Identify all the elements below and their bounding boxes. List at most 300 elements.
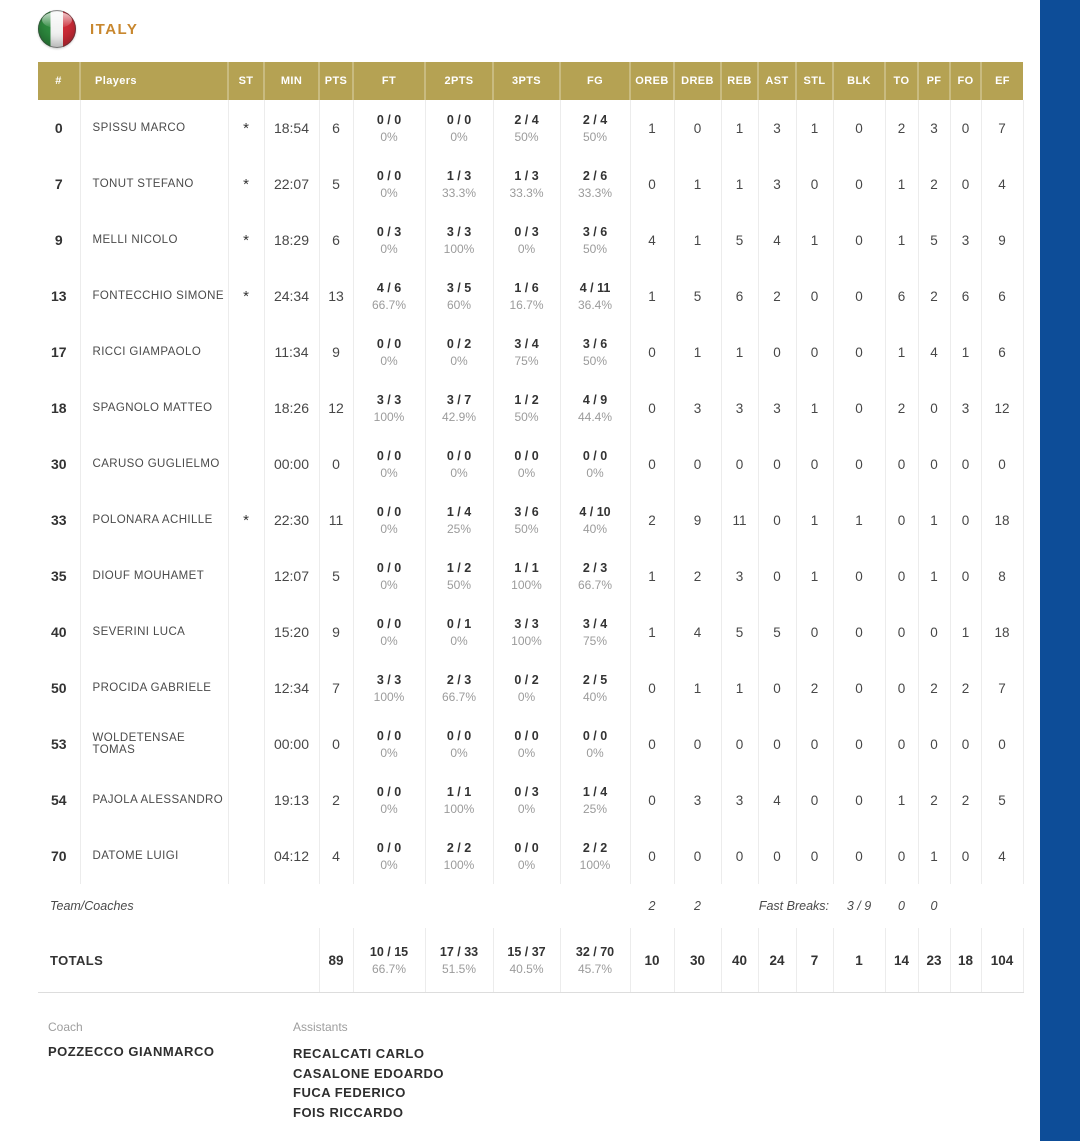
totals-oreb: 10 bbox=[630, 928, 674, 993]
col-header-players: Players bbox=[80, 62, 228, 100]
oreb-value: 0 bbox=[630, 436, 674, 492]
minutes-value: 15:20 bbox=[264, 604, 319, 660]
to-value: 0 bbox=[885, 716, 918, 772]
dreb-value: 1 bbox=[674, 212, 721, 268]
minutes-value: 19:13 bbox=[264, 772, 319, 828]
ef-value: 4 bbox=[981, 828, 1023, 884]
player-name: TONUT STEFANO bbox=[80, 156, 228, 212]
starter-mark: * bbox=[228, 156, 264, 212]
pf-value: 0 bbox=[918, 716, 950, 772]
pf-value: 3 bbox=[918, 100, 950, 156]
fg-stat: 2 / 2 100% bbox=[560, 828, 630, 884]
ft-stat: 0 / 0 0% bbox=[353, 324, 425, 380]
player-row bbox=[38, 604, 1023, 660]
assistant-name: CASALONE EDOARDO bbox=[293, 1065, 445, 1081]
reb-value: 6 bbox=[721, 268, 758, 324]
dreb-value: 2 bbox=[674, 548, 721, 604]
ef-value: 0 bbox=[981, 436, 1023, 492]
3pts-stat: 0 / 3 0% bbox=[493, 772, 560, 828]
stl-value: 0 bbox=[796, 828, 833, 884]
fg-stat: 0 / 0 0% bbox=[560, 436, 630, 492]
points-value: 0 bbox=[319, 716, 353, 772]
totals-label: TOTALS bbox=[38, 928, 319, 993]
totals-fg-stat: 32 / 70 45.7% bbox=[560, 928, 630, 993]
ast-value: 0 bbox=[758, 492, 796, 548]
ast-value: 0 bbox=[758, 828, 796, 884]
ast-value: 0 bbox=[758, 548, 796, 604]
player-row bbox=[38, 324, 1023, 380]
oreb-value: 0 bbox=[630, 772, 674, 828]
stl-value: 0 bbox=[796, 436, 833, 492]
points-value: 12 bbox=[319, 380, 353, 436]
right-accent-bar bbox=[1040, 0, 1080, 1141]
players-body bbox=[38, 100, 1023, 884]
table-header bbox=[38, 62, 1023, 100]
points-value: 5 bbox=[319, 548, 353, 604]
reb-value: 1 bbox=[721, 324, 758, 380]
stl-value: 0 bbox=[796, 324, 833, 380]
2pts-stat: 0 / 1 0% bbox=[425, 604, 493, 660]
stl-value: 0 bbox=[796, 772, 833, 828]
italy-flag-icon bbox=[38, 10, 76, 48]
ft-stat: 0 / 0 0% bbox=[353, 548, 425, 604]
col-header-pf: PF bbox=[918, 62, 950, 100]
ft-stat: 0 / 0 0% bbox=[353, 156, 425, 212]
2pts-stat: 3 / 3 100% bbox=[425, 212, 493, 268]
fg-stat: 4 / 10 40% bbox=[560, 492, 630, 548]
dreb-value: 3 bbox=[674, 380, 721, 436]
player-name: RICCI GIAMPAOLO bbox=[80, 324, 228, 380]
3pts-stat: 1 / 1 100% bbox=[493, 548, 560, 604]
ef-value: 12 bbox=[981, 380, 1023, 436]
reb-value: 1 bbox=[721, 660, 758, 716]
player-row bbox=[38, 380, 1023, 436]
stl-value: 0 bbox=[796, 716, 833, 772]
starter-mark: * bbox=[228, 212, 264, 268]
col-header-dreb: DREB bbox=[674, 62, 721, 100]
fo-value: 0 bbox=[950, 436, 981, 492]
minutes-value: 18:54 bbox=[264, 100, 319, 156]
player-row bbox=[38, 660, 1023, 716]
fo-value: 0 bbox=[950, 828, 981, 884]
ft-stat: 3 / 3 100% bbox=[353, 660, 425, 716]
oreb-value: 0 bbox=[630, 660, 674, 716]
blk-value: 0 bbox=[833, 604, 885, 660]
to-value: 0 bbox=[885, 436, 918, 492]
blk-value: 0 bbox=[833, 324, 885, 380]
minutes-value: 12:34 bbox=[264, 660, 319, 716]
ast-value: 2 bbox=[758, 268, 796, 324]
fo-value: 0 bbox=[950, 156, 981, 212]
totals-3pts-stat: 15 / 37 40.5% bbox=[493, 928, 560, 993]
coach-label: Coach bbox=[48, 1020, 83, 1034]
fo-value: 6 bbox=[950, 268, 981, 324]
player-name: WOLDETENSAE TOMAS bbox=[80, 716, 228, 772]
2pts-stat: 1 / 3 33.3% bbox=[425, 156, 493, 212]
pf-value: 5 bbox=[918, 212, 950, 268]
reb-value: 0 bbox=[721, 716, 758, 772]
coach-section bbox=[48, 1020, 693, 1122]
pf-value: 0 bbox=[918, 436, 950, 492]
to-value: 6 bbox=[885, 268, 918, 324]
reb-value: 0 bbox=[721, 436, 758, 492]
team-oreb-value: 2 bbox=[648, 899, 656, 913]
dreb-value: 1 bbox=[674, 156, 721, 212]
blk-value: 0 bbox=[833, 268, 885, 324]
ft-stat: 3 / 3 100% bbox=[353, 380, 425, 436]
pf-value: 0 bbox=[918, 380, 950, 436]
2pts-stat: 1 / 4 25% bbox=[425, 492, 493, 548]
oreb-value: 0 bbox=[630, 380, 674, 436]
minutes-value: 22:07 bbox=[264, 156, 319, 212]
points-value: 6 bbox=[319, 100, 353, 156]
assistant-name: FOIS RICCARDO bbox=[293, 1104, 404, 1120]
col-header-ast: AST bbox=[758, 62, 796, 100]
starter-mark: * bbox=[228, 492, 264, 548]
totals-fo: 18 bbox=[950, 928, 981, 993]
player-number: 70 bbox=[38, 828, 80, 884]
fg-stat: 4 / 9 44.4% bbox=[560, 380, 630, 436]
fo-value: 0 bbox=[950, 100, 981, 156]
oreb-value: 1 bbox=[630, 268, 674, 324]
reb-value: 1 bbox=[721, 100, 758, 156]
ef-value: 18 bbox=[981, 604, 1023, 660]
reb-value: 0 bbox=[721, 828, 758, 884]
ef-value: 6 bbox=[981, 324, 1023, 380]
col-header-fo: FO bbox=[950, 62, 981, 100]
ef-value: 4 bbox=[981, 156, 1023, 212]
2pts-stat: 1 / 1 100% bbox=[425, 772, 493, 828]
col-header-stl: STL bbox=[796, 62, 833, 100]
totals-2pts-stat: 17 / 33 51.5% bbox=[425, 928, 493, 993]
totals-stl: 7 bbox=[796, 928, 833, 993]
3pts-stat: 1 / 3 33.3% bbox=[493, 156, 560, 212]
fo-value: 2 bbox=[950, 772, 981, 828]
2pts-stat: 2 / 2 100% bbox=[425, 828, 493, 884]
player-name: SPISSU MARCO bbox=[80, 100, 228, 156]
fg-stat: 3 / 4 75% bbox=[560, 604, 630, 660]
ft-stat: 0 / 0 0% bbox=[353, 492, 425, 548]
player-name: SEVERINI LUCA bbox=[80, 604, 228, 660]
fo-value: 3 bbox=[950, 212, 981, 268]
assistant-name: FUCA FEDERICO bbox=[293, 1085, 406, 1100]
fg-stat: 2 / 3 66.7% bbox=[560, 548, 630, 604]
stl-value: 1 bbox=[796, 380, 833, 436]
ast-value: 0 bbox=[758, 660, 796, 716]
ft-stat: 4 / 6 66.7% bbox=[353, 268, 425, 324]
blk-value: 0 bbox=[833, 828, 885, 884]
fo-value: 0 bbox=[950, 716, 981, 772]
fg-stat: 2 / 5 40% bbox=[560, 660, 630, 716]
player-row bbox=[38, 268, 1023, 324]
dreb-value: 0 bbox=[674, 716, 721, 772]
fo-value: 0 bbox=[950, 492, 981, 548]
player-row bbox=[38, 212, 1023, 268]
ft-stat: 0 / 0 0% bbox=[353, 604, 425, 660]
3pts-stat: 0 / 0 0% bbox=[493, 716, 560, 772]
player-row bbox=[38, 772, 1023, 828]
minutes-value: 11:34 bbox=[264, 324, 319, 380]
blk-value: 0 bbox=[833, 100, 885, 156]
player-number: 30 bbox=[38, 436, 80, 492]
oreb-value: 2 bbox=[630, 492, 674, 548]
totals-row bbox=[38, 928, 1023, 993]
reb-value: 1 bbox=[721, 156, 758, 212]
player-name: FONTECCHIO SIMONE bbox=[80, 268, 228, 324]
fg-stat: 2 / 4 50% bbox=[560, 100, 630, 156]
reb-value: 11 bbox=[721, 492, 758, 548]
points-value: 9 bbox=[319, 324, 353, 380]
fast-breaks-label: Fast Breaks: bbox=[758, 899, 829, 913]
stl-value: 1 bbox=[796, 100, 833, 156]
col-header-starter: ST bbox=[228, 62, 264, 100]
reb-value: 3 bbox=[721, 548, 758, 604]
minutes-value: 00:00 bbox=[264, 436, 319, 492]
points-value: 9 bbox=[319, 604, 353, 660]
to-value: 0 bbox=[885, 548, 918, 604]
starter-mark bbox=[228, 604, 264, 660]
oreb-value: 0 bbox=[630, 716, 674, 772]
col-header-oreb: OREB bbox=[630, 62, 674, 100]
assistant-name: RECALCATI CARLO bbox=[293, 1046, 425, 1061]
totals-pf: 23 bbox=[918, 928, 950, 993]
player-name: PAJOLA ALESSANDRO bbox=[80, 772, 228, 828]
fg-stat: 0 / 0 0% bbox=[560, 716, 630, 772]
stl-value: 1 bbox=[796, 548, 833, 604]
to-value: 2 bbox=[885, 380, 918, 436]
totals-to: 14 bbox=[885, 928, 918, 993]
to-value: 0 bbox=[885, 660, 918, 716]
dreb-value: 1 bbox=[674, 660, 721, 716]
oreb-value: 0 bbox=[630, 156, 674, 212]
ast-value: 4 bbox=[758, 212, 796, 268]
starter-mark: * bbox=[228, 100, 264, 156]
oreb-value: 0 bbox=[630, 828, 674, 884]
team-coaches-label: Team/Coaches bbox=[50, 899, 134, 913]
3pts-stat: 0 / 0 0% bbox=[493, 828, 560, 884]
player-number: 40 bbox=[38, 604, 80, 660]
points-value: 7 bbox=[319, 660, 353, 716]
dreb-value: 0 bbox=[674, 436, 721, 492]
player-number: 18 bbox=[38, 380, 80, 436]
to-value: 0 bbox=[885, 828, 918, 884]
stl-value: 1 bbox=[796, 212, 833, 268]
points-value: 4 bbox=[319, 828, 353, 884]
pf-value: 2 bbox=[918, 660, 950, 716]
player-number: 53 bbox=[38, 716, 80, 772]
dreb-value: 0 bbox=[674, 828, 721, 884]
col-header-3pts: 3PTS bbox=[493, 62, 560, 100]
pf-value: 4 bbox=[918, 324, 950, 380]
blk-value: 0 bbox=[833, 212, 885, 268]
blk-value: 0 bbox=[833, 716, 885, 772]
3pts-stat: 0 / 2 0% bbox=[493, 660, 560, 716]
totals-ast: 24 bbox=[758, 928, 796, 993]
2pts-stat: 3 / 5 60% bbox=[425, 268, 493, 324]
starter-mark bbox=[228, 828, 264, 884]
col-header-minutes: MIN bbox=[264, 62, 319, 100]
fast-breaks-value: 3 / 9 bbox=[846, 899, 872, 913]
ast-value: 3 bbox=[758, 156, 796, 212]
points-value: 5 bbox=[319, 156, 353, 212]
starter-mark bbox=[228, 660, 264, 716]
team-header bbox=[38, 10, 138, 48]
to-value: 1 bbox=[885, 156, 918, 212]
reb-value: 3 bbox=[721, 380, 758, 436]
player-row bbox=[38, 436, 1023, 492]
pf-value: 1 bbox=[918, 492, 950, 548]
blk-value: 0 bbox=[833, 436, 885, 492]
3pts-stat: 0 / 3 0% bbox=[493, 212, 560, 268]
ast-value: 0 bbox=[758, 324, 796, 380]
reb-value: 3 bbox=[721, 772, 758, 828]
coach-name: POZZECCO GIANMARCO bbox=[48, 1044, 215, 1059]
points-value: 2 bbox=[319, 772, 353, 828]
player-name: MELLI NICOLO bbox=[80, 212, 228, 268]
ef-value: 9 bbox=[981, 212, 1023, 268]
ft-stat: 0 / 0 0% bbox=[353, 828, 425, 884]
totals-points: 89 bbox=[319, 928, 353, 993]
team-name: ITALY bbox=[90, 20, 139, 38]
fg-stat: 3 / 6 50% bbox=[560, 324, 630, 380]
player-name: SPAGNOLO MATTEO bbox=[80, 380, 228, 436]
col-header-2pts: 2PTS bbox=[425, 62, 493, 100]
pf-value: 1 bbox=[918, 548, 950, 604]
player-number: 17 bbox=[38, 324, 80, 380]
minutes-value: 12:07 bbox=[264, 548, 319, 604]
player-row bbox=[38, 156, 1023, 212]
ft-stat: 0 / 0 0% bbox=[353, 100, 425, 156]
blk-value: 0 bbox=[833, 156, 885, 212]
2pts-stat: 3 / 7 42.9% bbox=[425, 380, 493, 436]
pf-value: 2 bbox=[918, 268, 950, 324]
team-dreb-value: 2 bbox=[694, 899, 701, 913]
player-number: 13 bbox=[38, 268, 80, 324]
player-name: CARUSO GUGLIELMO bbox=[80, 436, 228, 492]
player-row bbox=[38, 548, 1023, 604]
pf-value: 2 bbox=[918, 156, 950, 212]
pf-value: 0 bbox=[918, 604, 950, 660]
to-value: 0 bbox=[885, 492, 918, 548]
ast-value: 0 bbox=[758, 436, 796, 492]
to-value: 1 bbox=[885, 324, 918, 380]
col-header-ef: EF bbox=[981, 62, 1023, 100]
ast-value: 0 bbox=[758, 716, 796, 772]
assistants-label: Assistants bbox=[293, 1020, 348, 1034]
dreb-value: 3 bbox=[674, 772, 721, 828]
stl-value: 2 bbox=[796, 660, 833, 716]
pf-value: 1 bbox=[918, 828, 950, 884]
2pts-stat: 0 / 2 0% bbox=[425, 324, 493, 380]
2pts-stat: 2 / 3 66.7% bbox=[425, 660, 493, 716]
3pts-stat: 3 / 3 100% bbox=[493, 604, 560, 660]
minutes-value: 00:00 bbox=[264, 716, 319, 772]
ef-value: 6 bbox=[981, 268, 1023, 324]
starter-mark bbox=[228, 436, 264, 492]
starter-mark bbox=[228, 380, 264, 436]
box-score bbox=[38, 62, 1024, 993]
player-name: DATOME LUIGI bbox=[80, 828, 228, 884]
blk-value: 0 bbox=[833, 380, 885, 436]
player-number: 33 bbox=[38, 492, 80, 548]
fg-stat: 3 / 6 50% bbox=[560, 212, 630, 268]
2pts-stat: 0 / 0 0% bbox=[425, 436, 493, 492]
fo-value: 2 bbox=[950, 660, 981, 716]
oreb-value: 1 bbox=[630, 604, 674, 660]
ft-stat: 0 / 0 0% bbox=[353, 716, 425, 772]
player-row bbox=[38, 716, 1023, 772]
starter-mark bbox=[228, 548, 264, 604]
player-row bbox=[38, 828, 1023, 884]
3pts-stat: 3 / 6 50% bbox=[493, 492, 560, 548]
fo-value: 0 bbox=[950, 548, 981, 604]
player-number: 0 bbox=[38, 100, 80, 156]
stl-value: 0 bbox=[796, 268, 833, 324]
to-value: 1 bbox=[885, 212, 918, 268]
col-header-blk: BLK bbox=[833, 62, 885, 100]
player-name: PROCIDA GABRIELE bbox=[80, 660, 228, 716]
3pts-stat: 1 / 2 50% bbox=[493, 380, 560, 436]
pf-value: 2 bbox=[918, 772, 950, 828]
totals-ft-stat: 10 / 15 66.7% bbox=[353, 928, 425, 993]
3pts-stat: 1 / 6 16.7% bbox=[493, 268, 560, 324]
ef-value: 18 bbox=[981, 492, 1023, 548]
totals-blk: 1 bbox=[833, 928, 885, 993]
3pts-stat: 0 / 0 0% bbox=[493, 436, 560, 492]
ft-stat: 0 / 0 0% bbox=[353, 436, 425, 492]
starter-mark bbox=[228, 716, 264, 772]
fo-value: 3 bbox=[950, 380, 981, 436]
stl-value: 0 bbox=[796, 604, 833, 660]
ef-value: 5 bbox=[981, 772, 1023, 828]
ast-value: 3 bbox=[758, 100, 796, 156]
to-value: 1 bbox=[885, 772, 918, 828]
stl-value: 1 bbox=[796, 492, 833, 548]
points-value: 11 bbox=[319, 492, 353, 548]
col-header-to: TO bbox=[885, 62, 918, 100]
reb-value: 5 bbox=[721, 604, 758, 660]
blk-value: 0 bbox=[833, 548, 885, 604]
stl-value: 0 bbox=[796, 156, 833, 212]
blk-value: 1 bbox=[833, 492, 885, 548]
dreb-value: 0 bbox=[674, 100, 721, 156]
player-name: POLONARA ACHILLE bbox=[80, 492, 228, 548]
col-header-reb: REB bbox=[721, 62, 758, 100]
fg-stat: 4 / 11 36.4% bbox=[560, 268, 630, 324]
minutes-value: 18:29 bbox=[264, 212, 319, 268]
blk-value: 0 bbox=[833, 772, 885, 828]
player-number: 9 bbox=[38, 212, 80, 268]
ef-value: 7 bbox=[981, 100, 1023, 156]
ast-value: 5 bbox=[758, 604, 796, 660]
to-value: 0 bbox=[885, 604, 918, 660]
fg-stat: 2 / 6 33.3% bbox=[560, 156, 630, 212]
col-header-ft: FT bbox=[353, 62, 425, 100]
totals-reb: 40 bbox=[721, 928, 758, 993]
reb-value: 5 bbox=[721, 212, 758, 268]
fg-stat: 1 / 4 25% bbox=[560, 772, 630, 828]
points-value: 0 bbox=[319, 436, 353, 492]
ef-value: 0 bbox=[981, 716, 1023, 772]
points-value: 13 bbox=[319, 268, 353, 324]
3pts-stat: 2 / 4 50% bbox=[493, 100, 560, 156]
oreb-value: 0 bbox=[630, 324, 674, 380]
col-header-points: PTS bbox=[319, 62, 353, 100]
dreb-value: 1 bbox=[674, 324, 721, 380]
starter-mark bbox=[228, 772, 264, 828]
player-name: DIOUF MOUHAMET bbox=[80, 548, 228, 604]
ast-value: 4 bbox=[758, 772, 796, 828]
